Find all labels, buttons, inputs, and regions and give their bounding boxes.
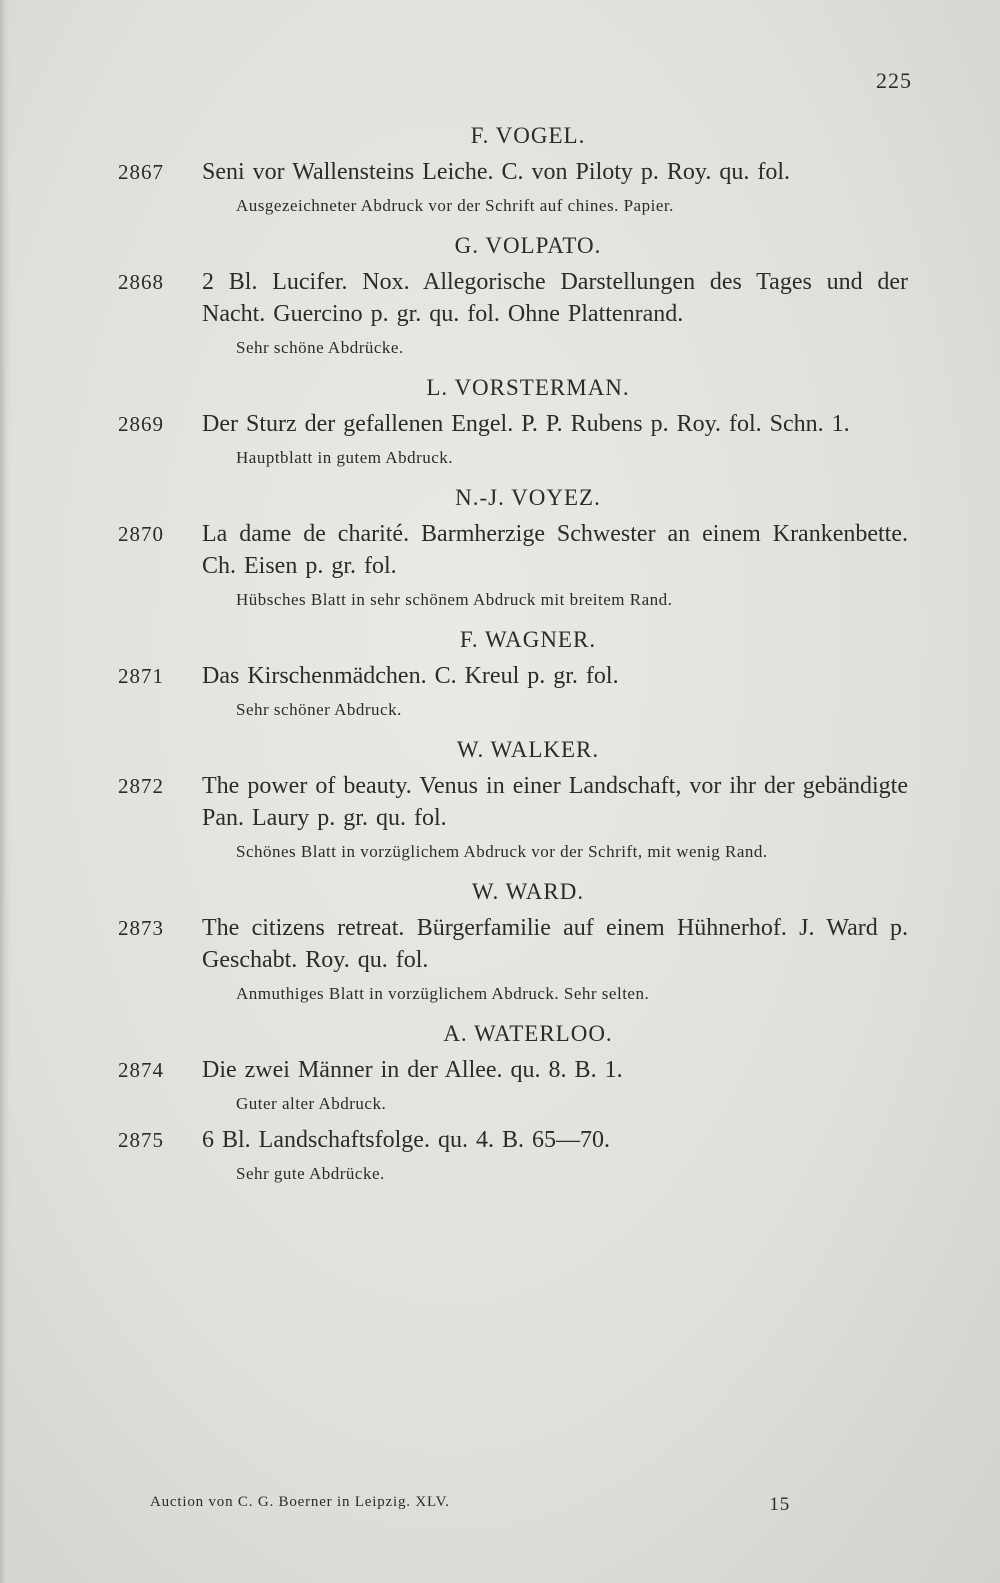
- entry-note: Sehr schöne Abdrücke.: [236, 338, 404, 357]
- entry-note: Schönes Blatt in vorzüglichem Abdruck vor der Schrift, mit wenig Rand.: [236, 842, 768, 861]
- entry-note: Hauptblatt in gutem Abdruck.: [236, 448, 454, 467]
- book-spine-shadow: [0, 0, 10, 1583]
- entry-note: Guter alter Abdruck.: [236, 1094, 387, 1113]
- lot-number: 2874: [118, 1058, 164, 1082]
- lot-number: 2870: [118, 522, 164, 546]
- catalog-entry: [118, 660, 908, 692]
- artist-heading: F. VOGEL.: [470, 123, 586, 148]
- entry-description: 6 Bl. Landschaftsfolge. qu. 4. B. 65—70.: [202, 1127, 610, 1153]
- entry-description: The citizens retreat. Bürgerfamilie auf einem Hühnerhof. J. Ward p. Geschabt. Roy. qu. fol.: [202, 915, 908, 973]
- artist-heading: N.-J. VOYEZ.: [455, 485, 601, 510]
- entry-description: Die zwei Männer in der Allee. qu. 8. B. 1.: [202, 1057, 623, 1083]
- catalog-section: [118, 872, 908, 1014]
- catalog-section: [118, 730, 908, 872]
- catalog-entry: [118, 266, 908, 330]
- catalog-entry: [118, 156, 908, 188]
- page-footer: [150, 1494, 790, 1516]
- footer-signature: 15: [769, 1494, 790, 1515]
- entry-description: 2 Bl. Lucifer. Nox. Allegorische Darstellungen des Tages und der Nacht. Guercino p. gr. qu. fol. Ohne Plattenrand.: [202, 269, 908, 327]
- artist-heading: F. WAGNER.: [459, 627, 597, 652]
- lot-number: 2873: [118, 916, 164, 940]
- lot-number: 2872: [118, 774, 164, 798]
- catalog-section: [118, 1014, 908, 1194]
- lot-number: 2868: [118, 270, 164, 294]
- catalog-content: [118, 116, 908, 1194]
- entry-note: Hübsches Blatt in sehr schönem Abdruck mit breitem Rand.: [236, 590, 673, 609]
- artist-heading: W. WARD.: [471, 879, 585, 904]
- catalog-entry: [118, 1054, 908, 1086]
- catalog-entry: [118, 912, 908, 976]
- artist-heading: L. VORSTERMAN.: [426, 375, 630, 400]
- catalog-entry: [118, 770, 908, 834]
- lot-number: 2869: [118, 412, 164, 436]
- catalog-entry: [118, 518, 908, 582]
- entry-description: Der Sturz der gefallenen Engel. P. P. Rubens p. Roy. fol. Schn. 1.: [202, 411, 850, 437]
- lot-number: 2867: [118, 160, 164, 184]
- artist-heading: G. VOLPATO.: [454, 233, 602, 258]
- catalog-section: [118, 620, 908, 730]
- footer-imprint: Auction von C. G. Boerner in Leipzig. XLV.: [150, 1494, 450, 1510]
- entry-note: Anmuthiges Blatt in vorzüglichem Abdruck. Sehr selten.: [236, 984, 650, 1003]
- entry-description: The power of beauty. Venus in einer Landschaft, vor ihr der gebändigte Pan. Laury p. gr. qu. fol.: [202, 773, 908, 831]
- entry-description: La dame de charité. Barmherzige Schwester an einem Krankenbette. Ch. Eisen p. gr. fol.: [202, 521, 908, 579]
- entry-note: Sehr schöner Abdruck.: [236, 700, 402, 719]
- catalog-section: [118, 226, 908, 368]
- catalog-entry: [118, 408, 908, 440]
- lot-number: 2875: [118, 1128, 164, 1152]
- entry-note: Ausgezeichneter Abdruck vor der Schrift auf chines. Papier.: [236, 196, 674, 215]
- artist-heading: W. WALKER.: [456, 737, 600, 762]
- catalog-section: [118, 368, 908, 478]
- catalog-section: [118, 116, 908, 226]
- artist-heading: A. WATERLOO.: [443, 1021, 613, 1046]
- catalog-entry: [118, 1124, 908, 1156]
- page-number: 225: [876, 68, 912, 93]
- entry-note: Sehr gute Abdrücke.: [236, 1164, 385, 1183]
- entry-description: Das Kirschenmädchen. C. Kreul p. gr. fol.: [202, 663, 619, 689]
- entry-description: Seni vor Wallensteins Leiche. C. von Piloty p. Roy. qu. fol.: [202, 159, 791, 185]
- lot-number: 2871: [118, 664, 164, 688]
- catalog-section: [118, 478, 908, 620]
